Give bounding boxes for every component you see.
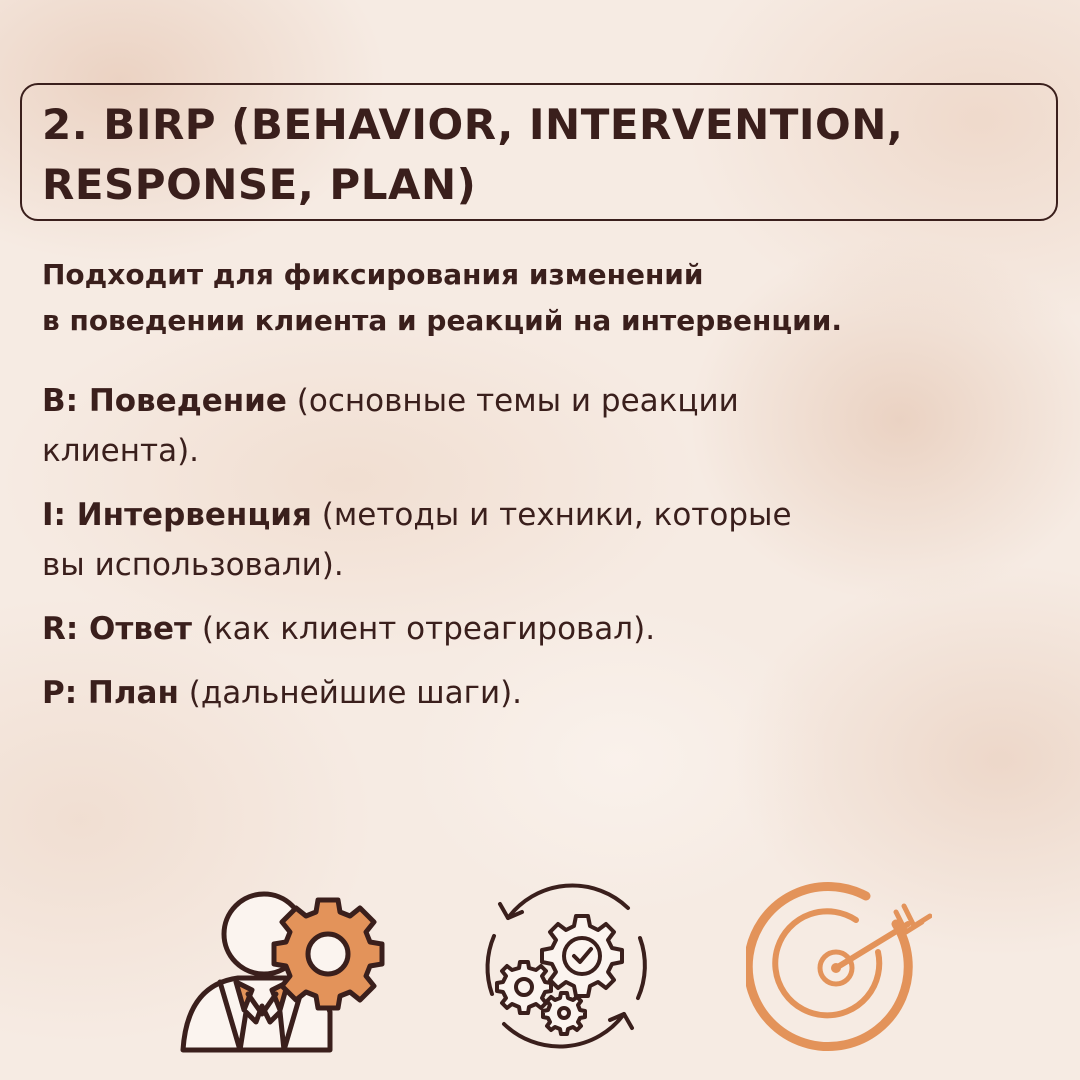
subtitle-line-1: Подходит для фиксирования изменений bbox=[42, 258, 704, 291]
gears-cycle-icon bbox=[478, 878, 654, 1054]
target-arrow-icon bbox=[746, 878, 932, 1056]
subtitle bbox=[42, 252, 842, 344]
item-key: I: Интервенция bbox=[42, 497, 312, 533]
item-desc: (методы и техники, которые bbox=[311, 497, 792, 533]
item-key: R: Ответ bbox=[42, 611, 192, 647]
item-key: B: Поведение bbox=[42, 383, 287, 419]
page-title bbox=[42, 95, 1036, 215]
list-item-plan bbox=[42, 668, 1002, 718]
item-desc: (основные темы и реакции bbox=[286, 383, 739, 419]
title-line-2: RESPONSE, PLAN) bbox=[42, 160, 477, 209]
list-item-response bbox=[42, 604, 1002, 654]
birp-list bbox=[42, 376, 1002, 732]
item-desc-cont: клиента). bbox=[42, 433, 200, 469]
list-item-behavior bbox=[42, 376, 1002, 476]
person-gear-icon bbox=[178, 882, 388, 1054]
list-item-intervention bbox=[42, 490, 1002, 590]
item-key: P: План bbox=[42, 675, 179, 711]
subtitle-line-2: в поведении клиента и реакций на интервенции. bbox=[42, 304, 842, 337]
item-desc: (дальнейшие шаги). bbox=[178, 675, 523, 711]
item-desc: (как клиент отреагировал). bbox=[192, 611, 656, 647]
title-line-1: 2. BIRP (BEHAVIOR, INTERVENTION, bbox=[42, 100, 904, 149]
title-box bbox=[20, 83, 1058, 221]
item-desc-cont: вы использовали). bbox=[42, 547, 344, 583]
